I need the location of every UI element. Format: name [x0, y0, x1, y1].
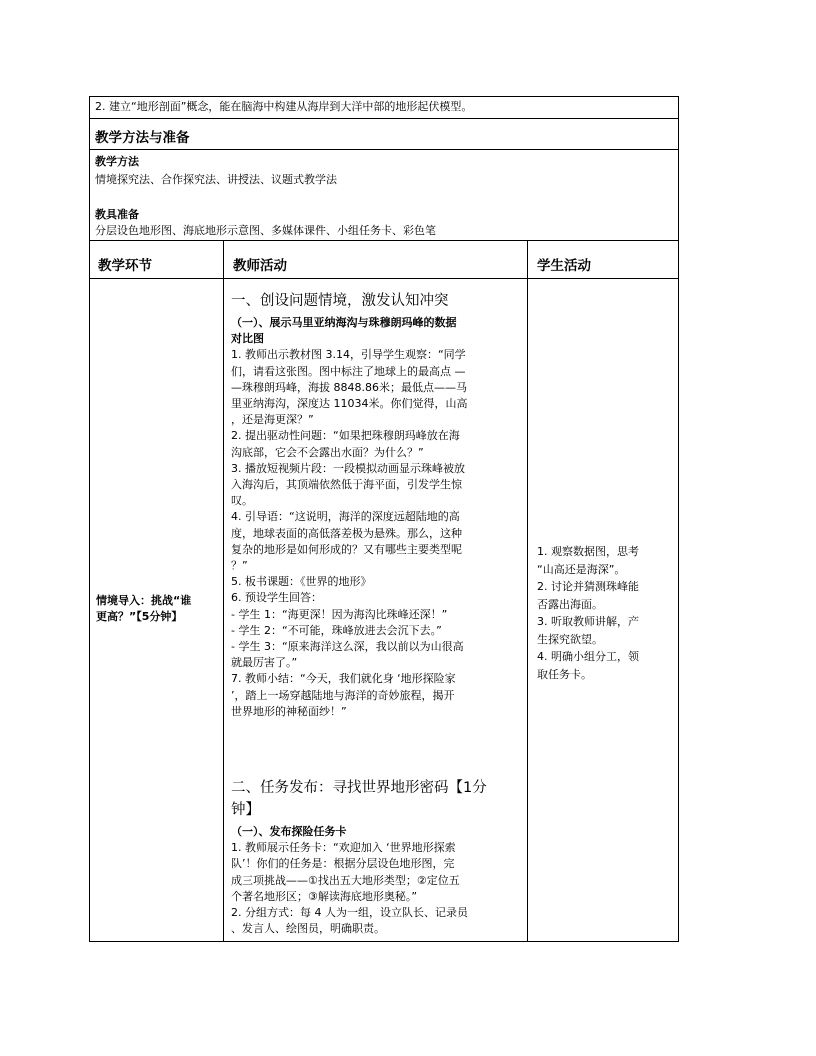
row-divider [90, 118, 678, 119]
methods-section-title: 教学方法与准备 [95, 130, 190, 146]
text-line: 1. 教师出示教材图 3.14，引导学生观察：“同学 [231, 348, 466, 362]
text-line: 度，地球表面的高低落差极为悬殊。那么，这种 [231, 526, 462, 540]
text-line: 4. 引导语：“这说明，海洋的深度远超陆地的高 [231, 510, 460, 524]
text-line: ，还是海更深？” [231, 413, 314, 427]
text-line: ？” [231, 559, 248, 573]
text-line: 叹。 [231, 494, 253, 508]
section-heading-two: 二、任务发布：寻找世界地形密码【1分 [231, 780, 487, 796]
text-line: 们，请看这张图。图中标注了地球上的最高点 — [231, 364, 466, 378]
text-line: 否露出海面。 [537, 597, 603, 611]
text-line: 2. 分组方式：每 4 人为一组，设立队长、记录员 [231, 906, 468, 920]
text-line: “山高还是海深”。 [537, 562, 626, 576]
row-divider [90, 240, 678, 241]
section-heading-one: 一、创设问题情境，激发认知冲突 [231, 293, 449, 309]
text-line: （一）、发布探险任务卡 [231, 825, 347, 838]
column-divider [223, 240, 224, 941]
header-student-activity: 学生活动 [537, 258, 591, 274]
text-line: 里亚纳海沟，深度达 11034米。你们觉得，山高 [231, 397, 468, 411]
text-line: 入海沟后，其顶端依然低于海平面，引发学生惊 [231, 478, 462, 492]
text-line: - 学生 3：“原来海洋这么深，我以前以为山很高 [231, 640, 464, 654]
text-line: - 学生 2：“不可能，珠峰放进去会沉下去。” [231, 623, 442, 637]
methods-text: 情境探究法、合作探究法、讲授法、议题式教学法 [95, 173, 337, 186]
tools-text: 分层设色地形图、海底地形示意图、多媒体课件、小组任务卡、彩色笔 [95, 224, 436, 237]
text-line: 复杂的地形是如何形成的？又有哪些主要类型呢 [231, 542, 462, 556]
text-line: 生探究欲望。 [537, 632, 603, 646]
lesson-plan-table [89, 96, 679, 942]
header-teacher-activity: 教师活动 [233, 258, 287, 274]
text-line: 沟底部，它会不会露出水面？为什么？” [231, 445, 424, 459]
text-line: ’，踏上一场穿越陆地与海洋的奇妙旅程，揭开 [231, 688, 455, 702]
methods-label: 教学方法 [95, 155, 139, 168]
header-stage: 教学环节 [98, 258, 152, 274]
text-line: 成三项挑战——①找出五大地形类型；②定位五 [231, 873, 460, 887]
text-line: 个著名地形区；③解读海底地形奥秘。” [231, 889, 418, 903]
text-line: 1. 观察数据图，思考 [537, 545, 639, 558]
text-line: 7. 教师小结：“今天，我们就化身 ‘地形探险家 [231, 672, 456, 686]
text-line: 2. 提出驱动性问题：“如果把珠穆朗玛峰放在海 [231, 429, 460, 443]
teacher-activity-text-2 [231, 824, 468, 937]
text-line: 队’！你们的任务是：根据分层设色地形图，完 [231, 857, 455, 871]
text-line: 6. 预设学生回答： [231, 591, 322, 605]
text-line: 4. 明确小组分工，领 [537, 650, 639, 663]
text-line: 、发言人、绘图员，明确职责。 [231, 922, 385, 936]
text-line: 世界地形的神秘面纱！” [231, 704, 347, 718]
text-line: 就最厉害了。” [231, 656, 298, 670]
text-line: 3. 播放短视频片段：一段模拟动画显示珠峰被放 [231, 461, 465, 475]
column-divider [527, 240, 528, 941]
text-line: 对比图 [231, 332, 264, 346]
teacher-activity-text [231, 315, 468, 720]
text-line: 2. 讨论并猜测珠峰能 [537, 580, 639, 593]
text-line: 取任务卡。 [537, 667, 592, 681]
section-heading-two-cont: 钟】 [231, 802, 260, 818]
row-divider [90, 149, 678, 150]
text-line: 1. 教师展示任务卡：“欢迎加入 ‘世界地形探索 [231, 841, 456, 855]
student-activity-text [537, 543, 639, 683]
text-line: —珠穆朗玛峰，海拔 8848.86米；最低点——马 [231, 380, 467, 394]
stage-label: 情境导入：挑战“谁 更高？”【5分钟】 [96, 594, 192, 624]
objective-line: 2. 建立“地形剖面”概念，能在脑海中构建从海岸到大洋中部的地形起伏模型。 [95, 100, 473, 113]
text-line: - 学生 1：“海更深！因为海沟比珠峰还深！” [231, 607, 448, 621]
text-line: 3. 听取教师讲解，产 [537, 615, 639, 628]
text-line: 5. 板书课题：《世界的地形》 [231, 575, 372, 589]
text-line: （一）、展示马里亚纳海沟与珠穆朗玛峰的数据 [231, 316, 457, 329]
row-divider [90, 278, 678, 279]
tools-label: 教具准备 [95, 208, 139, 221]
